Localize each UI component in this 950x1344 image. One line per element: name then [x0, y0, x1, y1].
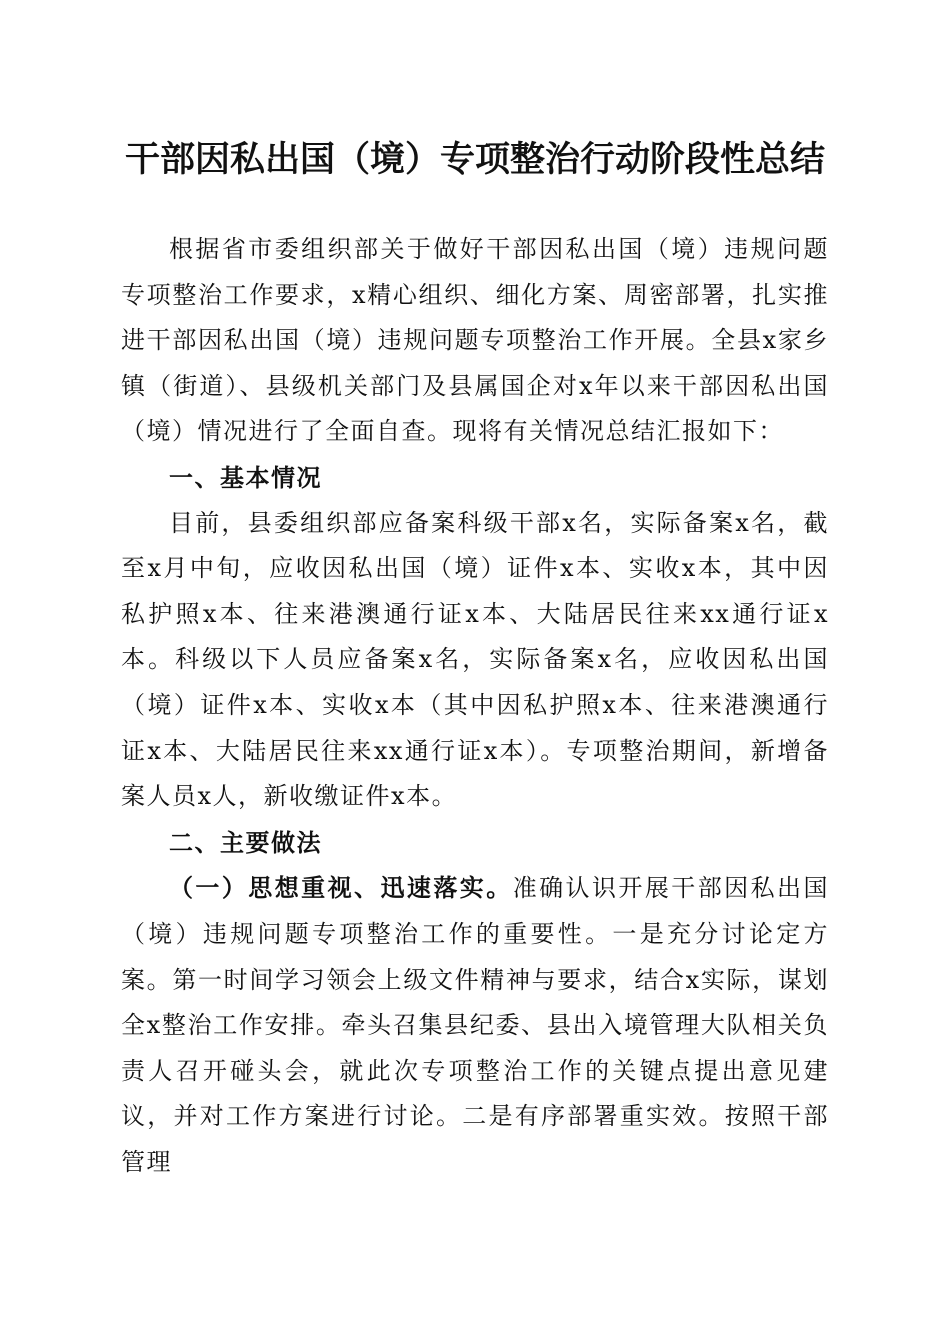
intro-paragraph: 根据省市委组织部关于做好干部因私出国（境）违规问题专项整治工作要求，x精心组织、细化方案、周密部署，扎实推进干部因私出国（境）违规问题专项整治工作开展。全县x家乡镇（街道）、县级机关部门及县属国企对x年以来干部因私出国（境）情况进行了全面自查。现将有关情况总结汇报如下：	[121, 235, 829, 446]
section-2-heading: 二、主要做法	[169, 827, 322, 857]
document-title: 干部因私出国（境）专项整治行动阶段性总结	[124, 139, 825, 180]
document-body	[121, 227, 829, 1185]
section-2-paragraph	[121, 865, 829, 1185]
section-1-paragraph: 目前，县委组织部应备案科级干部x名，实际备案x名，截至x月中旬，应收因私出国（境）证件x本、实收x本，其中因私护照x本、往来港澳通行证x本、大陆居民往来xx通行证x本。科级以下人员应备案x名，实际备案x名，应收因私出国（境）证件x本、实收x本（其中因私护照x本、往来港澳通行证x本、大陆居民往来xx通行证x本）。专项整治期间，新增备案人员x人，新收缴证件x本。	[121, 508, 829, 811]
section-2-subheading: （一）思想重视、迅速落实。	[169, 873, 513, 903]
section-1-heading: 一、基本情况	[169, 462, 322, 492]
section-2-text: 准确认识开展干部因私出国（境）违规问题专项整治工作的重要性。一是充分讨论定方案。第一时间学习领会上级文件精神与要求，结合x实际，谋划全x整治工作安排。牵头召集县纪委、县出入境管理大队相关负责人召开碰头会，就此次专项整治工作的关键点提出意见建议，并对工作方案进行讨论。二是有序部署重实效。按照干部管理	[121, 874, 829, 1176]
